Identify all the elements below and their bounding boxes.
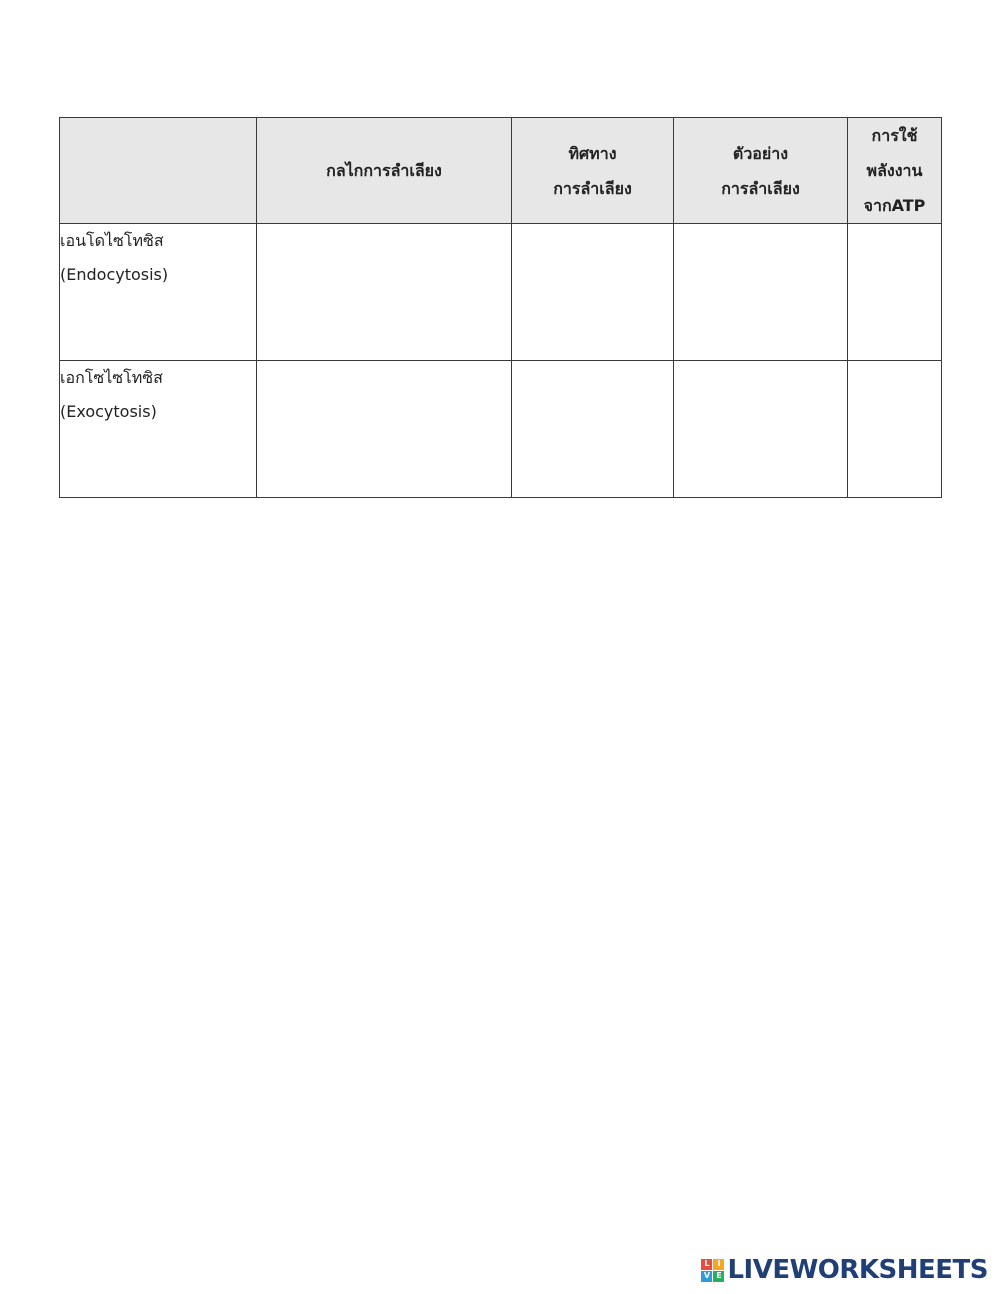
header-mechanism xyxy=(257,118,512,224)
logo-mark-tile: I xyxy=(713,1259,724,1270)
logo-mark-tile: L xyxy=(701,1259,712,1270)
answer-cell-endocytosis-example[interactable] xyxy=(674,224,848,361)
row-label-english: (Exocytosis) xyxy=(60,402,157,421)
answer-cell-endocytosis-direction[interactable] xyxy=(512,224,674,361)
row-label-endocytosis xyxy=(60,224,257,361)
table-row-endocytosis xyxy=(60,224,942,361)
row-label-thai: เอนโดไซโทซิส xyxy=(60,231,164,250)
header-example-line-1: ตัวอย่าง xyxy=(732,143,789,163)
answer-cell-exocytosis-mechanism[interactable] xyxy=(257,361,512,498)
header-atp-line-2: พลังงาน xyxy=(866,161,923,180)
answer-cell-exocytosis-atp[interactable] xyxy=(848,361,942,498)
worksheet-table xyxy=(59,117,942,498)
table-row-exocytosis xyxy=(60,361,942,498)
header-direction xyxy=(512,118,674,224)
header-atp-line-3: จากATP xyxy=(863,196,926,215)
live-mark-icon xyxy=(701,1259,724,1282)
logo-mark-tile: E xyxy=(713,1271,724,1282)
logo-mark-tile: V xyxy=(701,1271,712,1282)
header-atp xyxy=(848,118,942,224)
header-example-line-2: การลำเลียง xyxy=(721,178,800,198)
row-label-exocytosis xyxy=(60,361,257,498)
answer-cell-exocytosis-example[interactable] xyxy=(674,361,848,498)
header-example xyxy=(674,118,848,224)
answer-cell-endocytosis-atp[interactable] xyxy=(848,224,942,361)
row-label-english: (Endocytosis) xyxy=(60,265,169,284)
answer-cell-endocytosis-mechanism[interactable] xyxy=(257,224,512,361)
header-direction-line-2: การลำเลียง xyxy=(553,178,632,198)
row-label-thai: เอกโซไซโทซิส xyxy=(60,368,163,387)
liveworksheets-logo xyxy=(701,1255,988,1285)
answer-cell-exocytosis-direction[interactable] xyxy=(512,361,674,498)
header-atp-line-1: การใช้ xyxy=(871,126,918,145)
logo-text: LIVEWORKSHEETS xyxy=(727,1255,988,1285)
header-mechanism-line-1: กลไกการลำเลียง xyxy=(326,161,442,180)
header-direction-line-1: ทิศทาง xyxy=(568,143,617,163)
header-row xyxy=(60,118,942,224)
header-blank xyxy=(60,118,257,224)
